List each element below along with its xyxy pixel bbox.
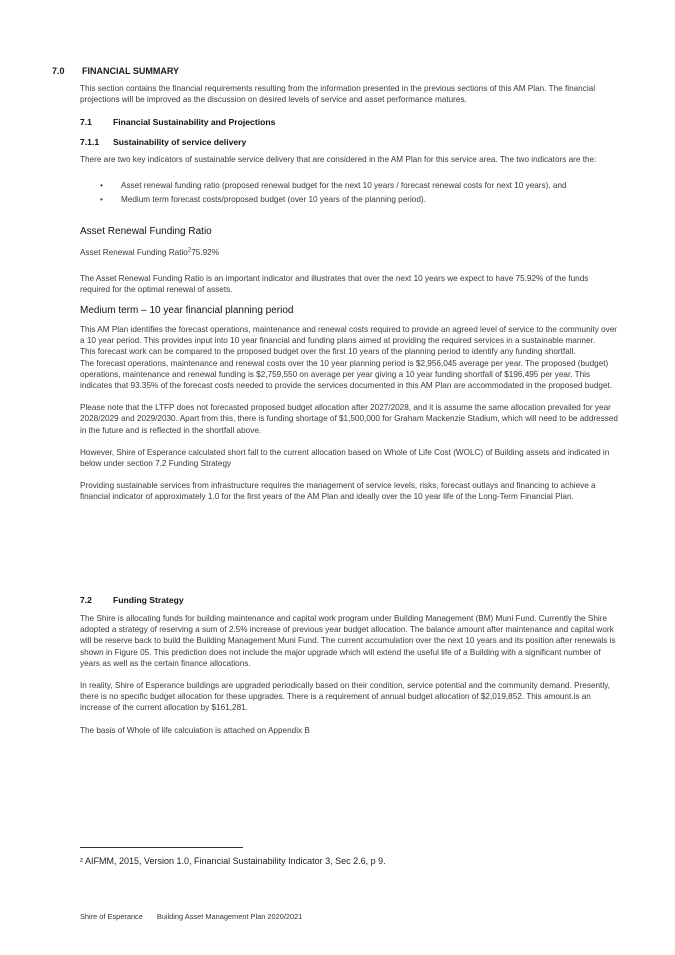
paragraph: This AM Plan identifies the forecast operations, maintenance and renewal costs required to provide an agreed level of service to the community over a 10 year period. This provides input into 10 year financial and funding plans aimed at providing the required services in a sustainable manner. (80, 325, 618, 346)
intro-paragraph: This section contains the financial requirements resulting from the information presented in the previous sections of this AM Plan. The financial projections will be improved as the discussion on desired levels of service and asset performance matures. (80, 84, 596, 105)
arfr-value-line (80, 247, 620, 258)
subsection-title: Funding Strategy (113, 595, 184, 605)
subsection-heading-7-1-1 (80, 137, 246, 147)
arfr-label: Asset Renewal Funding Ratio (80, 248, 188, 257)
paragraph: The Shire is allocating funds for building maintenance and capital work program under Building Management (BM) Muni Fund. Currently the Shire adopted a strategy of reserving a sum of 2.5% increase of previous year budget allocation. The balance amount after maintenance and capital work will be reserve back to build the Building Management Muni Fund. The current accumulation over the next 10 years and its position after renewals is shown in Figure 05. This prediction does not include the major upgrade which will extend the useful life of a Building with a significant number of years as well as the certain finance allocations. (80, 614, 616, 668)
paragraph: This forecast work can be compared to the proposed budget over the first 10 years of the planning period to identify any funding shortfall. (80, 347, 576, 357)
subsection-heading-7-2 (80, 595, 184, 605)
list-item (100, 180, 620, 191)
footer-organisation: Shire of Esperance (80, 912, 143, 921)
subsection-heading-7-1 (80, 117, 275, 127)
section-heading (52, 66, 179, 76)
list-item-text: Asset renewal funding ratio (proposed renewal budget for the next 10 years / forecast renewal costs for next 10 years), and (121, 181, 567, 190)
arfr-paragraph: The Asset Renewal Funding Ratio is an important indicator and illustrates that over the next 10 years we expect to have 75.92% of the funds required for the optimal renewal of assets. (80, 274, 589, 295)
footnote: ² AIFMM, 2015, Version 1.0, Financial Sustainability Indicator 3, Sec 2.6, p 9. (80, 856, 386, 866)
subsection-number: 7.1.1 (80, 137, 100, 147)
indicators-intro: There are two key indicators of sustainable service delivery that are considered in the AM Plan for this service area. The two indicators are the: (80, 155, 597, 164)
list-item-text: Medium term forecast costs/proposed budget (over 10 years of the planning period). (121, 195, 426, 205)
footer-document-title: Building Asset Management Plan 2020/2021 (156, 912, 303, 921)
bullet-icon: • (100, 181, 103, 190)
subsection-number: 7.1 (80, 117, 92, 127)
arfr-heading: Asset Renewal Funding Ratio (80, 226, 212, 237)
funding-strategy-body (80, 613, 620, 736)
page-footer (80, 912, 302, 921)
bullet-icon: • (100, 195, 103, 205)
indicator-list (100, 180, 620, 205)
medium-term-body (80, 324, 620, 503)
paragraph: However, Shire of Esperance calculated short fall to the current allocation based on Whole of Life Cost (WOLC) of Building assets and indicated in below under section 7.2 Funding Strategy (80, 447, 610, 469)
subsection-title: Sustainability of service delivery (113, 137, 247, 147)
paragraph: The forecast operations, maintenance and renewal costs over the 10 year planning period is $2,956,045 average per year. The proposed (budget) operations, maintenance and renewal funding is $2,759,550 on average per year giving a 10 year funding shortfall of $196,495 per year. This indicates that 93.35% of the forecast costs needed to provide the services documented in this AM Plan are accommodated in the proposed budget. (80, 358, 613, 391)
paragraph: Providing sustainable services from infrastructure requires the management of service levels, risks, forecast outlays and financing to achieve a financial indicator of approximately 1.0 for the first years of the AM Plan and ideally over the 10 year life of the Long-Term Financial Plan. (80, 481, 596, 502)
section-title: FINANCIAL SUMMARY (82, 66, 179, 76)
subsection-number: 7.2 (80, 595, 92, 605)
paragraph: Please note that the LTFP does not forecasted proposed budget allocation after 2027/2028, and it is assume the same allocation prevailed for year 2028/2029 and 2029/2030. Apart from this, there is funding shortage of $1,500,000 for Graham Mackenzie Stadium, which will need to be addressed in the future and is reflected in the shortfall above. (80, 403, 618, 435)
medium-term-heading: Medium term – 10 year financial planning period (80, 305, 294, 316)
footnote-divider (80, 847, 243, 848)
section-number: 7.0 (52, 66, 65, 76)
paragraph: In reality, Shire of Esperance buildings are upgraded periodically based on their condition, service potential and the community demand. Presently, there is no specific budget allocation for these upgrades. There is a requirement of annual budget allocation of $2,019,852. This amount.is an increase of the current allocation by $161,281. (80, 681, 610, 713)
list-item (100, 194, 620, 205)
footnote-marker: 2 (187, 247, 192, 254)
arfr-value: 75.92% (191, 248, 219, 257)
paragraph: The basis of Whole of life calculation is attached on Appendix B (80, 725, 310, 735)
subsection-title: Financial Sustainability and Projections (113, 117, 276, 127)
